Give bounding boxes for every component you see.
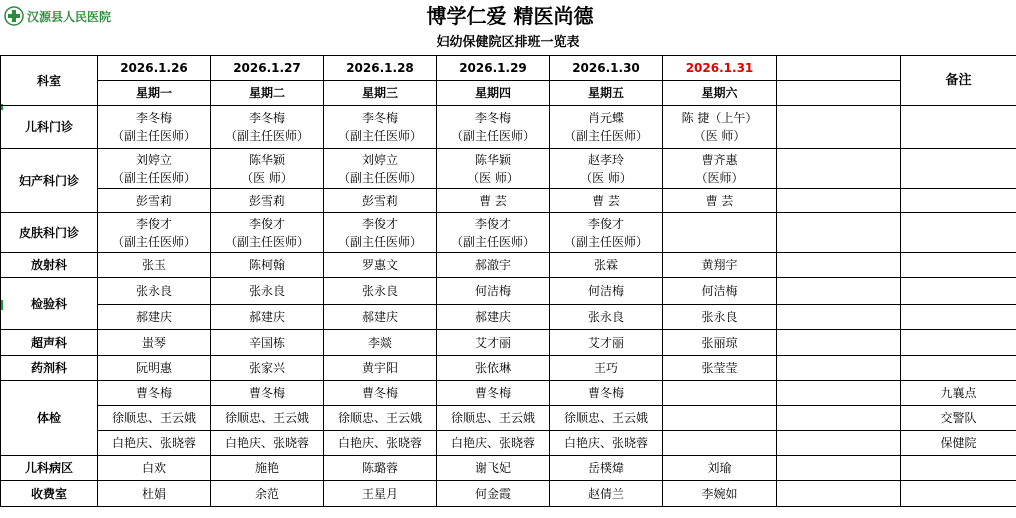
empty-cell bbox=[777, 356, 901, 381]
note-cell bbox=[901, 330, 1016, 356]
staff-line: 郝建庆 bbox=[361, 310, 398, 324]
schedule-cell bbox=[663, 106, 777, 149]
staff-line: 曹冬梅 bbox=[474, 386, 511, 400]
empty-cell bbox=[777, 278, 901, 305]
dept-label: 超声科 bbox=[1, 330, 98, 356]
staff-line: 李冬梅 bbox=[135, 111, 172, 125]
staff-line: （副主任医师） bbox=[563, 234, 648, 249]
date-header: 2026.1.31 bbox=[663, 56, 777, 81]
schedule-cell bbox=[550, 431, 663, 456]
staff-line: 彭雪莉 bbox=[361, 193, 398, 208]
staff-line: 李冬梅 bbox=[361, 111, 398, 125]
schedule-cell bbox=[663, 406, 777, 431]
schedule-cell bbox=[324, 356, 437, 381]
staff-line: 张丽琼 bbox=[701, 335, 738, 350]
schedule-cell bbox=[550, 149, 663, 189]
note-cell: 交警队 bbox=[901, 406, 1016, 431]
page-header bbox=[0, 0, 1016, 30]
staff-line: （副主任医师） bbox=[111, 234, 196, 249]
staff-line: （副主任医师） bbox=[224, 129, 309, 143]
schedule-cell bbox=[663, 381, 777, 406]
staff-line: 白艳庆、张晓蓉 bbox=[111, 436, 196, 450]
schedule-cell bbox=[663, 481, 777, 507]
weekday-header: 星期三 bbox=[324, 81, 437, 106]
weekday-header: 星期六 bbox=[663, 81, 777, 106]
schedule-cell bbox=[663, 431, 777, 456]
schedule-subtitle: 妇幼保健院区排班一览表 bbox=[436, 35, 580, 50]
staff-line: 辛国栋 bbox=[248, 335, 285, 350]
dept-label: 妇产科门诊 bbox=[1, 149, 98, 213]
staff-line: 杜娟 bbox=[141, 486, 166, 501]
staff-line: 张永良 bbox=[361, 284, 398, 298]
staff-line: 李冬梅 bbox=[248, 111, 285, 125]
empty-cell bbox=[777, 189, 901, 213]
schedule-cell bbox=[663, 456, 777, 481]
staff-line: 陈璐蓉 bbox=[361, 461, 398, 475]
staff-line: 白艳庆、张晓蓉 bbox=[563, 436, 648, 450]
schedule-cell bbox=[98, 253, 211, 278]
schedule-cell bbox=[663, 149, 777, 189]
schedule-cell bbox=[211, 149, 324, 189]
staff-line: （副主任医师） bbox=[337, 170, 422, 185]
schedule-cell bbox=[324, 305, 437, 330]
schedule-cell bbox=[98, 149, 211, 189]
staff-line: 白艳庆、张晓蓉 bbox=[337, 436, 422, 450]
note-cell bbox=[901, 305, 1016, 330]
staff-line: 肖元蝶 bbox=[587, 111, 624, 125]
staff-line: 岳樸煒 bbox=[587, 461, 624, 475]
staff-line: 徐顺忠、王云娥 bbox=[111, 411, 196, 425]
staff-line: （副主任医师） bbox=[450, 129, 535, 143]
schedule-cell bbox=[98, 456, 211, 481]
schedule-cell bbox=[437, 456, 550, 481]
empty-header-cell bbox=[777, 56, 901, 81]
note-cell: 九襄点 bbox=[901, 381, 1016, 406]
schedule-cell bbox=[663, 278, 777, 305]
staff-line: （医 师） bbox=[467, 170, 519, 185]
staff-line: 曹冬梅 bbox=[135, 386, 172, 400]
schedule-cell bbox=[437, 481, 550, 507]
staff-line: 白艳庆、张晓蓉 bbox=[224, 436, 309, 450]
schedule-cell bbox=[663, 213, 777, 253]
staff-line: 曹齐惠 bbox=[701, 152, 738, 167]
staff-line: （医师） bbox=[695, 170, 744, 185]
staff-line: （副主任医师） bbox=[111, 170, 196, 185]
staff-line: （副主任医师） bbox=[337, 234, 422, 249]
schedule-cell bbox=[550, 406, 663, 431]
staff-line: （副主任医师） bbox=[563, 129, 648, 143]
staff-line: （医 师） bbox=[580, 170, 632, 185]
staff-line: 张莹莹 bbox=[701, 361, 738, 375]
schedule-cell bbox=[437, 149, 550, 189]
schedule-cell bbox=[663, 305, 777, 330]
schedule-cell bbox=[324, 213, 437, 253]
staff-line: 蚩琴 bbox=[141, 335, 166, 350]
schedule-cell bbox=[550, 381, 663, 406]
staff-line: 郝建庆 bbox=[248, 310, 285, 324]
schedule-cell bbox=[211, 431, 324, 456]
schedule-cell bbox=[663, 253, 777, 278]
staff-line: 李俊才 bbox=[135, 216, 172, 231]
schedule-cell bbox=[550, 456, 663, 481]
staff-line: 艾才丽 bbox=[474, 335, 511, 350]
staff-line: 艾才丽 bbox=[587, 335, 624, 350]
staff-line: 曹 芸 bbox=[479, 193, 507, 208]
schedule-cell bbox=[663, 356, 777, 381]
weekday-header: 星期一 bbox=[98, 81, 211, 106]
schedule-cell bbox=[211, 406, 324, 431]
schedule-cell bbox=[324, 406, 437, 431]
dept-column-header: 科室 bbox=[1, 56, 98, 106]
schedule-cell bbox=[98, 406, 211, 431]
staff-line: 刘婷立 bbox=[135, 152, 172, 167]
weekday-header: 星期四 bbox=[437, 81, 550, 106]
schedule-cell bbox=[437, 406, 550, 431]
staff-line: 徐顺忠、王云娥 bbox=[337, 411, 422, 425]
schedule-cell bbox=[324, 278, 437, 305]
schedule-cell bbox=[324, 106, 437, 149]
schedule-cell bbox=[324, 481, 437, 507]
schedule-cell bbox=[437, 213, 550, 253]
staff-line: 王星月 bbox=[361, 486, 398, 501]
schedule-cell bbox=[211, 356, 324, 381]
schedule-cell bbox=[324, 431, 437, 456]
hospital-logo bbox=[4, 6, 111, 26]
schedule-cell bbox=[98, 305, 211, 330]
staff-line: 曹冬梅 bbox=[361, 386, 398, 400]
staff-line: 黄翔宇 bbox=[701, 258, 738, 272]
empty-cell bbox=[777, 149, 901, 189]
schedule-cell bbox=[211, 381, 324, 406]
schedule-cell bbox=[663, 330, 777, 356]
staff-line: 陈华颖 bbox=[248, 152, 285, 167]
staff-line: 谢飞妃 bbox=[474, 461, 511, 475]
note-cell bbox=[901, 456, 1016, 481]
schedule-cell bbox=[98, 330, 211, 356]
note-cell bbox=[901, 149, 1016, 189]
empty-cell bbox=[777, 481, 901, 507]
schedule-cell bbox=[98, 431, 211, 456]
staff-line: 李俊才 bbox=[248, 216, 285, 231]
staff-line: 张霖 bbox=[593, 258, 618, 272]
schedule-cell bbox=[437, 278, 550, 305]
staff-line: 阮明惠 bbox=[135, 361, 172, 375]
staff-line: 张依琳 bbox=[474, 361, 511, 375]
schedule-cell bbox=[324, 253, 437, 278]
schedule-cell bbox=[211, 189, 324, 213]
staff-line: （医 师） bbox=[693, 129, 746, 143]
schedule-cell bbox=[550, 356, 663, 381]
staff-line: 赵倩兰 bbox=[587, 486, 624, 501]
dept-label: 儿科门诊 bbox=[1, 106, 98, 149]
staff-line: 黄宇阳 bbox=[361, 361, 398, 375]
schedule-cell bbox=[211, 106, 324, 149]
dept-label: 检验科 bbox=[1, 278, 98, 330]
schedule-cell bbox=[98, 481, 211, 507]
staff-line: 何洁梅 bbox=[701, 284, 738, 298]
staff-line: 徐顺忠、王云娥 bbox=[224, 411, 309, 425]
staff-line: （副主任医师） bbox=[224, 234, 309, 249]
note-cell bbox=[901, 106, 1016, 149]
staff-line: 张永良 bbox=[587, 310, 624, 324]
schedule-cell bbox=[211, 481, 324, 507]
staff-line: 李俊才 bbox=[361, 216, 398, 231]
note-cell bbox=[901, 481, 1016, 507]
staff-line: 王巧 bbox=[593, 361, 618, 375]
schedule-cell bbox=[550, 253, 663, 278]
date-header: 2026.1.28 bbox=[324, 56, 437, 81]
schedule-cell bbox=[211, 253, 324, 278]
staff-line: 郝建庆 bbox=[474, 310, 511, 324]
empty-cell bbox=[777, 330, 901, 356]
schedule-cell bbox=[98, 381, 211, 406]
empty-cell bbox=[777, 381, 901, 406]
staff-line: 何洁梅 bbox=[474, 284, 511, 298]
staff-line: 李俊才 bbox=[587, 216, 624, 231]
note-cell bbox=[901, 253, 1016, 278]
empty-cell bbox=[777, 253, 901, 278]
schedule-cell bbox=[211, 305, 324, 330]
staff-line: 郝建庆 bbox=[135, 310, 172, 324]
weekday-header: 星期五 bbox=[550, 81, 663, 106]
schedule-cell bbox=[437, 305, 550, 330]
empty-cell bbox=[777, 431, 901, 456]
schedule-cell bbox=[324, 381, 437, 406]
schedule-cell bbox=[324, 149, 437, 189]
staff-line: 彭雪莉 bbox=[135, 193, 172, 208]
weekday-header: 星期二 bbox=[211, 81, 324, 106]
staff-line: 张永良 bbox=[248, 284, 285, 298]
schedule-cell bbox=[550, 481, 663, 507]
schedule-cell bbox=[98, 106, 211, 149]
staff-line: 罗惠文 bbox=[361, 258, 398, 272]
note-cell bbox=[901, 213, 1016, 253]
schedule-cell bbox=[211, 456, 324, 481]
dept-label: 放射科 bbox=[1, 253, 98, 278]
schedule-cell bbox=[98, 213, 211, 253]
staff-line: 张永良 bbox=[701, 310, 738, 324]
note-cell bbox=[901, 356, 1016, 381]
staff-line: 彭雪莉 bbox=[248, 193, 285, 208]
note-cell: 保健院 bbox=[901, 431, 1016, 456]
notes-column-header: 备注 bbox=[901, 56, 1016, 106]
staff-line: 李婉如 bbox=[701, 486, 738, 501]
schedule-cell bbox=[550, 305, 663, 330]
dept-label: 收费室 bbox=[1, 481, 98, 507]
staff-line: 徐顺忠、王云娥 bbox=[450, 411, 535, 425]
empty-cell bbox=[777, 406, 901, 431]
schedule-cell bbox=[550, 106, 663, 149]
schedule-cell bbox=[663, 189, 777, 213]
schedule-table bbox=[0, 55, 1016, 507]
date-header: 2026.1.26 bbox=[98, 56, 211, 81]
schedule-cell bbox=[98, 189, 211, 213]
schedule-cell bbox=[550, 213, 663, 253]
schedule-cell bbox=[437, 189, 550, 213]
staff-line: 陈柯翰 bbox=[248, 258, 285, 272]
staff-line: 赵孝玲 bbox=[587, 152, 624, 167]
schedule-cell bbox=[324, 189, 437, 213]
hospital-logo-icon bbox=[4, 6, 24, 26]
empty-cell bbox=[777, 305, 901, 330]
empty-cell bbox=[777, 456, 901, 481]
staff-line: 郝澈宇 bbox=[474, 258, 511, 272]
schedule-cell bbox=[550, 189, 663, 213]
schedule-cell bbox=[211, 213, 324, 253]
schedule-cell bbox=[98, 356, 211, 381]
dept-label: 体检 bbox=[1, 381, 98, 456]
schedule-cell bbox=[437, 356, 550, 381]
dept-label: 药剂科 bbox=[1, 356, 98, 381]
staff-line: （副主任医师） bbox=[111, 129, 196, 143]
schedule-cell bbox=[437, 253, 550, 278]
schedule-cell bbox=[211, 278, 324, 305]
staff-line: 张玉 bbox=[141, 258, 166, 272]
schedule-cell bbox=[324, 456, 437, 481]
staff-line: 曹冬梅 bbox=[587, 386, 624, 400]
staff-line: 何金霞 bbox=[474, 486, 511, 501]
staff-line: （副主任医师） bbox=[337, 129, 422, 143]
schedule-cell bbox=[437, 106, 550, 149]
schedule-cell bbox=[437, 330, 550, 356]
staff-line: 徐顺忠、王云娥 bbox=[563, 411, 648, 425]
page-title: 博学仁爱 精医尚德 bbox=[426, 4, 594, 28]
staff-line: 张家兴 bbox=[248, 361, 285, 375]
dept-label: 儿科病区 bbox=[1, 456, 98, 481]
staff-line: （副主任医师） bbox=[450, 234, 535, 249]
staff-line: 刘瑜 bbox=[707, 461, 732, 475]
staff-line: （医 师） bbox=[241, 170, 293, 185]
schedule-cell bbox=[550, 330, 663, 356]
empty-header-cell bbox=[777, 81, 901, 106]
schedule-cell bbox=[550, 278, 663, 305]
dept-label: 皮肤科门诊 bbox=[1, 213, 98, 253]
staff-line: 刘婷立 bbox=[361, 152, 398, 167]
empty-cell bbox=[777, 106, 901, 149]
schedule-cell bbox=[437, 431, 550, 456]
schedule-cell bbox=[98, 278, 211, 305]
note-cell bbox=[901, 189, 1016, 213]
staff-line: 张永良 bbox=[135, 284, 172, 298]
date-header: 2026.1.27 bbox=[211, 56, 324, 81]
schedule-cell bbox=[437, 381, 550, 406]
staff-line: 何洁梅 bbox=[587, 284, 624, 298]
empty-cell bbox=[777, 213, 901, 253]
staff-line: 曹 芸 bbox=[592, 193, 620, 208]
staff-line: 陈华颖 bbox=[474, 152, 511, 167]
date-header: 2026.1.29 bbox=[437, 56, 550, 81]
hospital-name: 汉源县人民医院 bbox=[27, 9, 112, 24]
staff-line: 白艳庆、张晓蓉 bbox=[450, 436, 535, 450]
staff-line: 李冬梅 bbox=[474, 111, 511, 125]
staff-line: 施艳 bbox=[254, 461, 279, 475]
schedule-cell bbox=[211, 330, 324, 356]
staff-line: 陈 捷（上午） bbox=[681, 111, 758, 125]
staff-line: 曹冬梅 bbox=[248, 386, 285, 400]
schedule-cell bbox=[324, 330, 437, 356]
staff-line: 余范 bbox=[254, 486, 279, 501]
staff-line: 白欢 bbox=[141, 461, 166, 475]
staff-line: 李俊才 bbox=[474, 216, 511, 231]
date-header: 2026.1.30 bbox=[550, 56, 663, 81]
staff-line: 曹 芸 bbox=[705, 193, 734, 208]
staff-line: 李燚 bbox=[367, 335, 392, 350]
note-cell bbox=[901, 278, 1016, 305]
